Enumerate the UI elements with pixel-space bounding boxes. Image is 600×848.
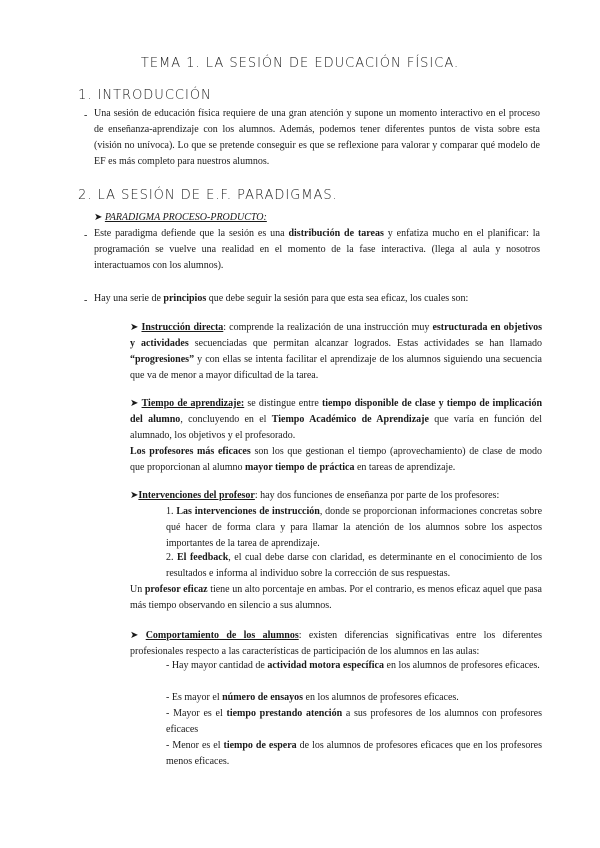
list-item: - Hay mayor cantidad de actividad motora específica en los alumnos de profesores eficaces. — [166, 660, 540, 671]
principle-intervenciones: ➤Intervenciones del profesor: hay dos funciones de enseñanza por parte de los profesores: — [130, 490, 500, 501]
bullet-dash: - — [84, 295, 88, 306]
principle-instruccion-directa: ➤ Instrucción directa: comprende la realización de una instrucción muy estructurada en objetivos y actividades secuenciadas que permitan alcanzar logrados. Estas actividades se han llamado “progresiones” y con ellas se intenta facilitar el aprendizaje de los alumnos siguiendo una secuencia que va de menor a mayor dificultad de la tarea. — [130, 322, 543, 381]
principles-intro: Hay una serie de principios que debe seguir la sesión para que esta sea eficaz, los cuales son: — [94, 293, 469, 304]
arrow-icon: ➤ — [130, 398, 142, 409]
page-title: TEMA 1. LA SESIÓN DE EDUCACIÓN FÍSICA. — [140, 56, 460, 71]
bullet-dash: - — [84, 110, 88, 121]
paradigm-heading — [94, 210, 267, 226]
intervention-conclusion: Un profesor eficaz tiene un alto porcentaje en ambas. Por el contrario, es menos eficaz aquel que pasa más tiempo observando en silencio a sus alumnos. — [130, 584, 542, 611]
bullet-dash: - — [84, 230, 88, 241]
arrow-icon: ➤ — [130, 490, 139, 501]
arrow-icon: ➤ — [130, 322, 142, 333]
section-heading-paradigmas: 2. LA SESIÓN DE E.F. PARADIGMAS. — [78, 188, 338, 203]
paradigm-title: PARADIGMA PROCESO-PRODUCTO: — [104, 212, 267, 223]
paradigm-paragraph: Este paradigma defiende que la sesión es una distribución de tareas y enfatiza mucho en el planificar: la programación se vuelve una realidad en el momento de la fase interactiva. (llega al aula y nosotros interactuamos con los alumnos). — [94, 228, 540, 271]
intro-paragraph: Una sesión de educación física requiere de una gran atención y supone un momento interactivo en el proceso de enseñanza-aprendizaje con los alumnos. Además, podemos tener diferentes puntos de vista sobre esta (visión no unívoca). Lo que se pretende conseguir es que se reflexione para valorar y comparar qué modelo de EF es más completo para nuestros alumnos. — [94, 108, 540, 167]
principle-tiempo-aprendizaje: ➤ Tiempo de aprendizaje: se distingue entre tiempo disponible de clase y tiempo de implicación del alumno, concluyendo en el Tiempo Académico de Aprendizaje que varía en función del alumnado, los objetivos y el profesorado. Los profesores más eficaces son los que gestionan el tiempo (aprovechamiento) de clase de modo que proporcionan al alumno mayor tiempo de práctica en tareas de aprendizaje. — [130, 398, 543, 473]
arrow-icon: ➤ — [130, 630, 146, 641]
intervention-item-feedback: 2. El feedback, el cual debe darse con claridad, es determinante en el conocimiento de los resultados e informa al individuo sobre la corrección de sus respuestas. — [166, 552, 542, 579]
list-item: - Menor es el tiempo de espera de los alumnos de profesores eficaces que en los profesores menos eficaces. — [166, 740, 542, 767]
list-item: - Es mayor el número de ensayos en los alumnos de profesores eficaces. — [166, 692, 459, 703]
intervention-item-instruccion: 1. Las intervenciones de instrucción, donde se proporcionan informaciones concretas sobre qué hacer de forma clara y para llamar la atención de los alumnos sobre los aspectos importantes de la tarea de aprendizaje. — [166, 506, 543, 549]
arrow-icon: ➤ — [94, 212, 103, 223]
principle-comportamiento: ➤ Comportamiento de los alumnos: existen diferencias significativas entre los diferentes profesionales respecto a las características de participación de los alumnos en las aulas: — [130, 630, 542, 657]
list-item: - Mayor es el tiempo prestando atención a sus profesores de los alumnos con profesores eficaces — [166, 708, 542, 735]
section-heading-introduccion: 1. INTRODUCCIÓN — [78, 88, 212, 103]
